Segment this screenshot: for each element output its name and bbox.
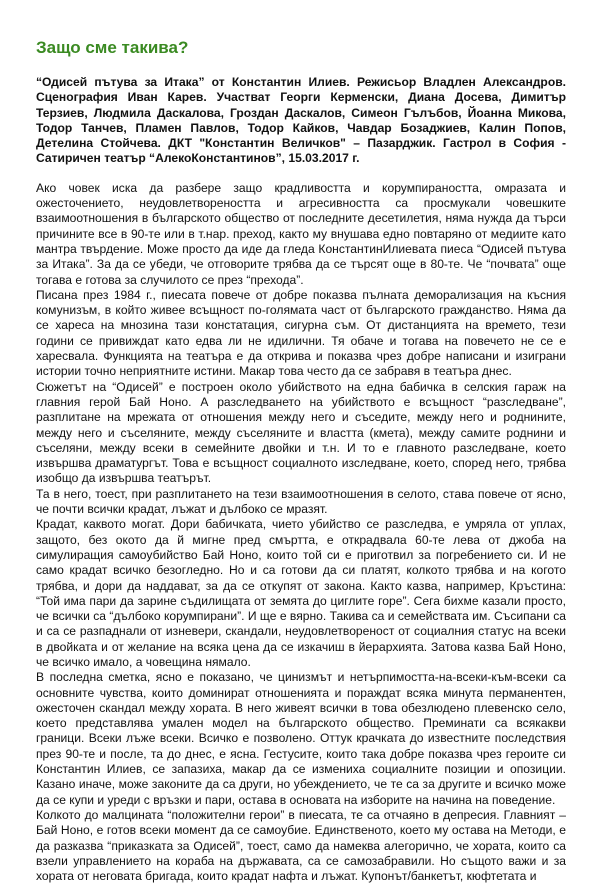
- paragraph: Крадат, каквото могат. Дори бабичката, чието убийство се разследва, е умряла от уплах, защото, без окото да й мигне пред смъртта, е открадвала 60-те лева от джоба на симулиращия самоубийство Бай Ноно, които той си е приготвил за погребението си. И не само крадат всичко безогледно. Но и са готови да си платят, колкото трябва и на когото трябва, и дори да наддават, за да се откупят от закона. Както казва, например, Кръстина: “Той има пари да зарине съдилищата от земята до циглите горе”. Сега бихме казали просто, че всички са “дълбоко корумпирани”. И ще е вярно. Такива са и семействата им. Съсипани са и са се разпаднали от изневери, скандали, неудовлетвореност от социалния статус на всеки в двойката и от желание на всяка цена да се изкачиш в йерархията. Затова казва Бай Ноно, че всичко имало, а човещина нямало.: [36, 517, 566, 669]
- article-body: [36, 181, 566, 884]
- paragraph: Ако човек иска да разбере защо крадливостта и корумпираността, омразата и ожесточението, неудовлетвореността и агресивността са просмукали човешките взаимоотношения в българското общество от последните десетилетия, няма нужда да търси причините все в 90-те или в т.нар. преход, както му внушава едно повтаряно от медиите като мантра твърдение. Може просто да иде да гледа КонстантинИлиевата пиеса “Одисей пътува за Итака”. За да се убеди, че отговорите трябва да се търсят още в 80-те. Че “почвата” още тогава е готова за случилото се през “прехода”.: [36, 180, 566, 287]
- article-title: Защо сме такива?: [36, 38, 189, 57]
- paragraph: Писана през 1984 г., пиесата повече от добре показва пълната деморализация на късния комунизъм, в който живее всъщност по-голямата част от българското гражданство. Няма да се хареса на мнозина тази констатация, сигурна съм. От дистанцията на времето, тези години се привиждат като едва ли не идилични. Тя обаче и тогава на повечето не се е харесвала. Функцията на театъра е да открива и показва чрез добре написани и изиграни истории точно неприятните истини. Макар това често да се забравя в театъра днес.: [36, 287, 566, 379]
- article-intro: “Одисей пътува за Итака” от Константин Илиев. Режисьор Владлен Александров. Сценография Иван Карев. Участват Георги Керменски, Диана Досева, Димитър Терзиев, Людмила Даскалова, Гроздан Даскалов, Симеон Гълъбов, Йоанна Микова, Тодор Танчев, Пламен Павлов, Тодор Кайков, Чавдар Бозаджиев, Калин Попов, Детелина Стойчева. ДКТ "Константин Величков" – Пазарджик. Гастрол в София - Сатиричен театър “АлекоКонстантинов”, 15.03.2017 г.: [36, 75, 566, 166]
- paragraph: Колкото до малцината “положителни герои” в пиесата, те са отчаяно в депресия. Главният – Бай Ноно, е готов всеки момент да се самоубие. Единственото, което му остава на Методи, е да разказва “приказката за Одисей”, тоест, само да намеква алегорично, че хората, които са взели управлението на кораба на държавата, са се самозабравили. Но същото важи и за хората от неговата бригада, които крадат нафта и лъжат. Купонът/банкетът, кюфтетата и: [36, 807, 566, 884]
- paragraph: В последна сметка, ясно е показано, че цинизмът и нетърпимостта-на-всеки-към-всеки са основните чувства, които доминират отношенията и пораждат всяка минута перманентен, ожесточен скандал между хората. В него живеят всички в това обезлюдено плевенско село, което представлява умален модел на българското общество. Преминати са всякакви граници. Всеки лъже всеки. Всичко е позволено. Оттук крачката до известните последствия през 90-те и после, та до днес, е ясна. Гестусите, които така добре показва чрез героите си Константин Илиев, се запазиха, макар да се измениха социалните позиции и опозиции. Казано иначе, може законите да са други, но убеждението, че те са за другите и всичко може да се купи и уреди с връзки и пари, остава в основата на изборите на начина на поведение.: [36, 670, 566, 807]
- article: [36, 0, 566, 884]
- paragraph: Та в него, тоест, при разплитането на тези взаимоотношения в селото, става повече от ясно, че почти всички крадат, лъжат и дълбоко се мразят.: [36, 486, 566, 517]
- paragraph: Сюжетът на “Одисей” е построен около убийството на една бабичка в селския гараж на главния герой Бай Ноно. А разследването на убийството е всъщност “разследване”, разплитане на мрежата от отношения между него и съседите, между него и роднините, между него и съселяните, между съселяните и властта (кмета), между самите роднини и съселяни, между всеки в семейните двойки и т.н. И то е главното разследване, което извършва драматургът. Това е всъщност социалното изследване, което, според него, трябва изобщо да извършва театърът.: [36, 379, 566, 486]
